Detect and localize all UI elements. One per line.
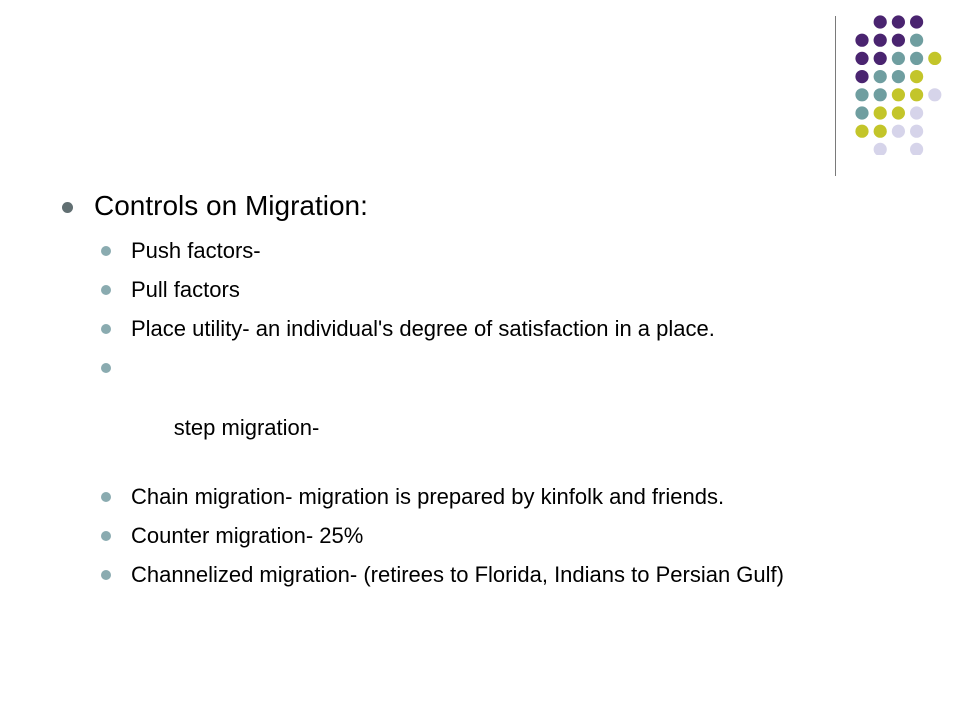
slide-content bbox=[62, 188, 832, 599]
decorative-divider-line bbox=[835, 16, 836, 176]
decorative-dot bbox=[874, 143, 887, 155]
decorative-dot bbox=[892, 15, 905, 28]
list-item bbox=[94, 560, 832, 590]
list-item bbox=[94, 314, 832, 344]
list-item-text: Counter migration- 25% bbox=[131, 523, 364, 548]
list-item bbox=[94, 521, 832, 551]
bullet-icon bbox=[101, 570, 111, 580]
decorative-dot bbox=[855, 125, 868, 138]
decorative-dot bbox=[910, 34, 923, 47]
decorative-dot bbox=[910, 52, 923, 65]
list-item-text: Channelized migration- (retirees to Florida, Indians to Persian Gulf) bbox=[131, 562, 784, 587]
decorative-dot bbox=[910, 70, 923, 83]
decorative-dot bbox=[874, 70, 887, 83]
slide-heading: Controls on Migration: bbox=[94, 190, 368, 221]
list-item bbox=[94, 482, 832, 512]
decorative-dot bbox=[910, 106, 923, 119]
bullet-icon bbox=[101, 324, 111, 334]
decorative-dot bbox=[874, 52, 887, 65]
heading-bullet-icon bbox=[62, 202, 73, 213]
decorative-dot bbox=[855, 106, 868, 119]
bullet-icon bbox=[101, 492, 111, 502]
bullet-icon bbox=[101, 285, 111, 295]
decorative-dot bbox=[892, 34, 905, 47]
decorative-dot bbox=[892, 70, 905, 83]
decorative-dot bbox=[855, 34, 868, 47]
decorative-dot bbox=[855, 52, 868, 65]
bullet-icon bbox=[101, 363, 111, 373]
list-item-text: Place utility- an individual's degree of satisfaction in a place. bbox=[131, 316, 715, 341]
decorative-dot bbox=[892, 125, 905, 138]
decorative-dot bbox=[874, 88, 887, 101]
decorative-dot bbox=[910, 88, 923, 101]
decorative-dot bbox=[910, 143, 923, 155]
decorative-dot bbox=[874, 125, 887, 138]
decorative-dot bbox=[928, 88, 941, 101]
decorative-dot bbox=[928, 52, 941, 65]
decorative-dot bbox=[874, 106, 887, 119]
list-item-text: Chain migration- migration is prepared by kinfolk and friends. bbox=[131, 484, 725, 509]
decorative-dot bbox=[855, 88, 868, 101]
list-item-text: step migration- bbox=[167, 415, 320, 440]
decorative-dot bbox=[892, 88, 905, 101]
list-item bbox=[94, 353, 832, 473]
decorative-dot bbox=[892, 106, 905, 119]
decorative-dot bbox=[910, 15, 923, 28]
list-item bbox=[94, 275, 832, 305]
decorative-dot bbox=[892, 52, 905, 65]
heading-item bbox=[62, 188, 832, 224]
decorative-dot-grid bbox=[855, 15, 945, 155]
bullet-icon bbox=[101, 246, 111, 256]
decorative-dot bbox=[855, 70, 868, 83]
decorative-dot bbox=[874, 34, 887, 47]
decorative-dot bbox=[874, 15, 887, 28]
bullet-icon bbox=[101, 531, 111, 541]
list-item-text: Pull factors bbox=[131, 277, 240, 302]
decorative-dot bbox=[910, 125, 923, 138]
list-item bbox=[94, 236, 832, 266]
list-item-text: Push factors- bbox=[131, 238, 261, 263]
